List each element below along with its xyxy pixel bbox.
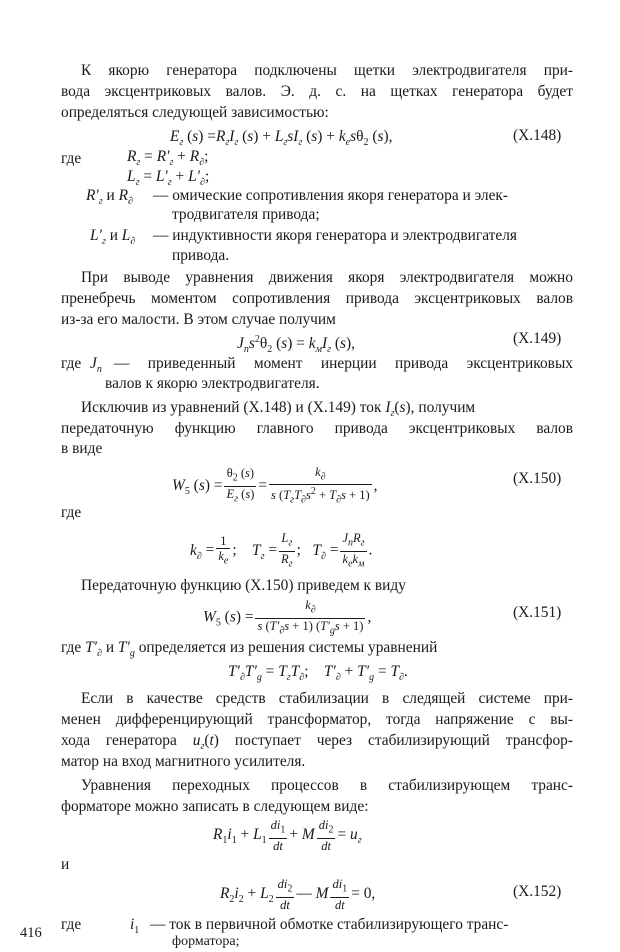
definition: тродвигателя привода;: [172, 206, 320, 224]
definition: — ток в первичной обмотке стабилизирующего транс-: [150, 916, 509, 933]
where-label: где: [61, 916, 82, 933]
equation: $T'_\partial T'_g = T_гT_\partial$; $T'_\partial + T'_g = T_\partial$.: [228, 662, 408, 683]
text-line: матор на вход магнитного усилителя.: [61, 752, 306, 770]
text-line: передаточную функцию главного привода эксцентриковых валов: [61, 419, 573, 437]
text-line: Передаточную функцию (X.150) приведем к виду: [81, 577, 406, 595]
page-number: 416: [20, 925, 42, 941]
symbol: $J_п$: [90, 354, 102, 376]
equation: $k_\partial$ = $\frac{1}{k_e}$ ; $T_г$ = $\frac{L_г}{R_г}$ ; $T_\partial$ = $\frac{J_пR_г}{k_ek_м}$ .: [190, 531, 373, 570]
text-line: форматоре можно записать в следующем виде:: [61, 798, 369, 816]
where-label: где: [61, 354, 82, 372]
text-line: Уравнения переходных процессов в стабилизирующем транс-: [81, 777, 573, 795]
text-line: При выводе уравнения движения якоря электродвигателя можно: [81, 269, 573, 287]
where-label: где: [61, 504, 82, 522]
text-span: где: [61, 638, 82, 656]
text-line: менен дифференцирующий трансформатор, тогда напряжение с вы-: [61, 710, 573, 728]
symbol: $L'_г$ и $L_\partial$: [90, 227, 136, 248]
equation: $R_2i_2 + L_2$ $\frac{di_2}{dt}$ — M $\frac{di_1}{dt}$ = 0,: [220, 877, 376, 912]
equation-number: (X.148): [513, 126, 562, 144]
text-line: определяться следующей зависимостью:: [61, 103, 329, 121]
definition: валов к якорю электродвигателя.: [105, 374, 320, 392]
text-span: Исключив из уравнений (X.148) и (X.149) ток: [81, 398, 382, 416]
text-line: в виде: [61, 439, 103, 457]
equation: $R_1i_1 + L_1$ $\frac{di_1}{dt}$ + M $\frac{di_2}{dt}$ = $u_г$: [213, 818, 362, 853]
text-line: где $T'_\partial$ и $T'_g$ определяется из решения системы уравнений: [61, 638, 438, 660]
text-line: из-за его малости. В этом случае получим: [61, 311, 336, 329]
equation-number: (X.151): [513, 604, 562, 622]
symbol: $R'_г$ и $R_\partial$: [86, 186, 133, 207]
text-line: Если в качестве средств стабилизации в следящей системе при-: [81, 689, 573, 707]
text-span: поступает через стабилизирующий трансфор-: [234, 731, 573, 749]
where-label: где: [61, 149, 82, 167]
text-line: вода эксцентриковых валов. Э. д. с. на щетках генератора будет: [61, 82, 573, 100]
definition: привода.: [172, 247, 230, 265]
text-span: , получим: [410, 398, 476, 416]
equation: $W_5$ (s) = $\frac{k_\partial}{s (T'_\partial s + 1) (T'_gs + 1)}$ ,: [203, 598, 372, 637]
definition: форматора;: [172, 934, 240, 949]
equation: $L_г = L'_г + L'_\partial$;: [127, 167, 210, 188]
equation: $R_г = R'_г + R_\partial$;: [127, 147, 209, 168]
definition: — омические сопротивления якоря генератора и элек-: [153, 186, 509, 204]
definition: — индуктивности якоря генератора и электродвигателя: [153, 227, 517, 245]
text-line: хода генератора $u_г(t)$ поступает через стабилизирующий трансфор-: [61, 731, 573, 752]
and-label: и: [61, 856, 70, 874]
text-line: Исключив из уравнений (X.148) и (X.149) ток $I_г(s)$, получим: [81, 398, 476, 419]
equation: $W_5$ (s) = $\frac{\theta_2 (s)}{E_г (s)}$ = $\frac{k_\partial}{s (T_гT_\partial s^2 + T_\partial s + 1)}$ ,: [172, 464, 378, 506]
equation: $J_пs^2\theta_2$ $(s) = k_мI_г$ (s),: [237, 334, 355, 356]
equation-number: (X.149): [513, 330, 562, 348]
symbol: $i_1$: [130, 916, 140, 937]
equation-number: (X.150): [513, 469, 562, 487]
text-span: определяется из решения системы уравнений: [138, 638, 438, 656]
text-line: К якорю генератора подключены щетки электродвигателя при-: [81, 62, 573, 79]
text-span: хода генератора: [61, 731, 177, 749]
text-line: пренебречь моментом сопротивления привода эксцентриковых валов: [61, 290, 573, 308]
equation-number: (X.152): [513, 883, 562, 901]
equation: $E_г$ $(s) =R_гI_г$ $(s) + L_гsI_г$ $(s) + k_es\theta_2$ (s),: [170, 127, 393, 148]
definition: — приведенный момент инерции привода эксцентриковых: [114, 354, 573, 372]
